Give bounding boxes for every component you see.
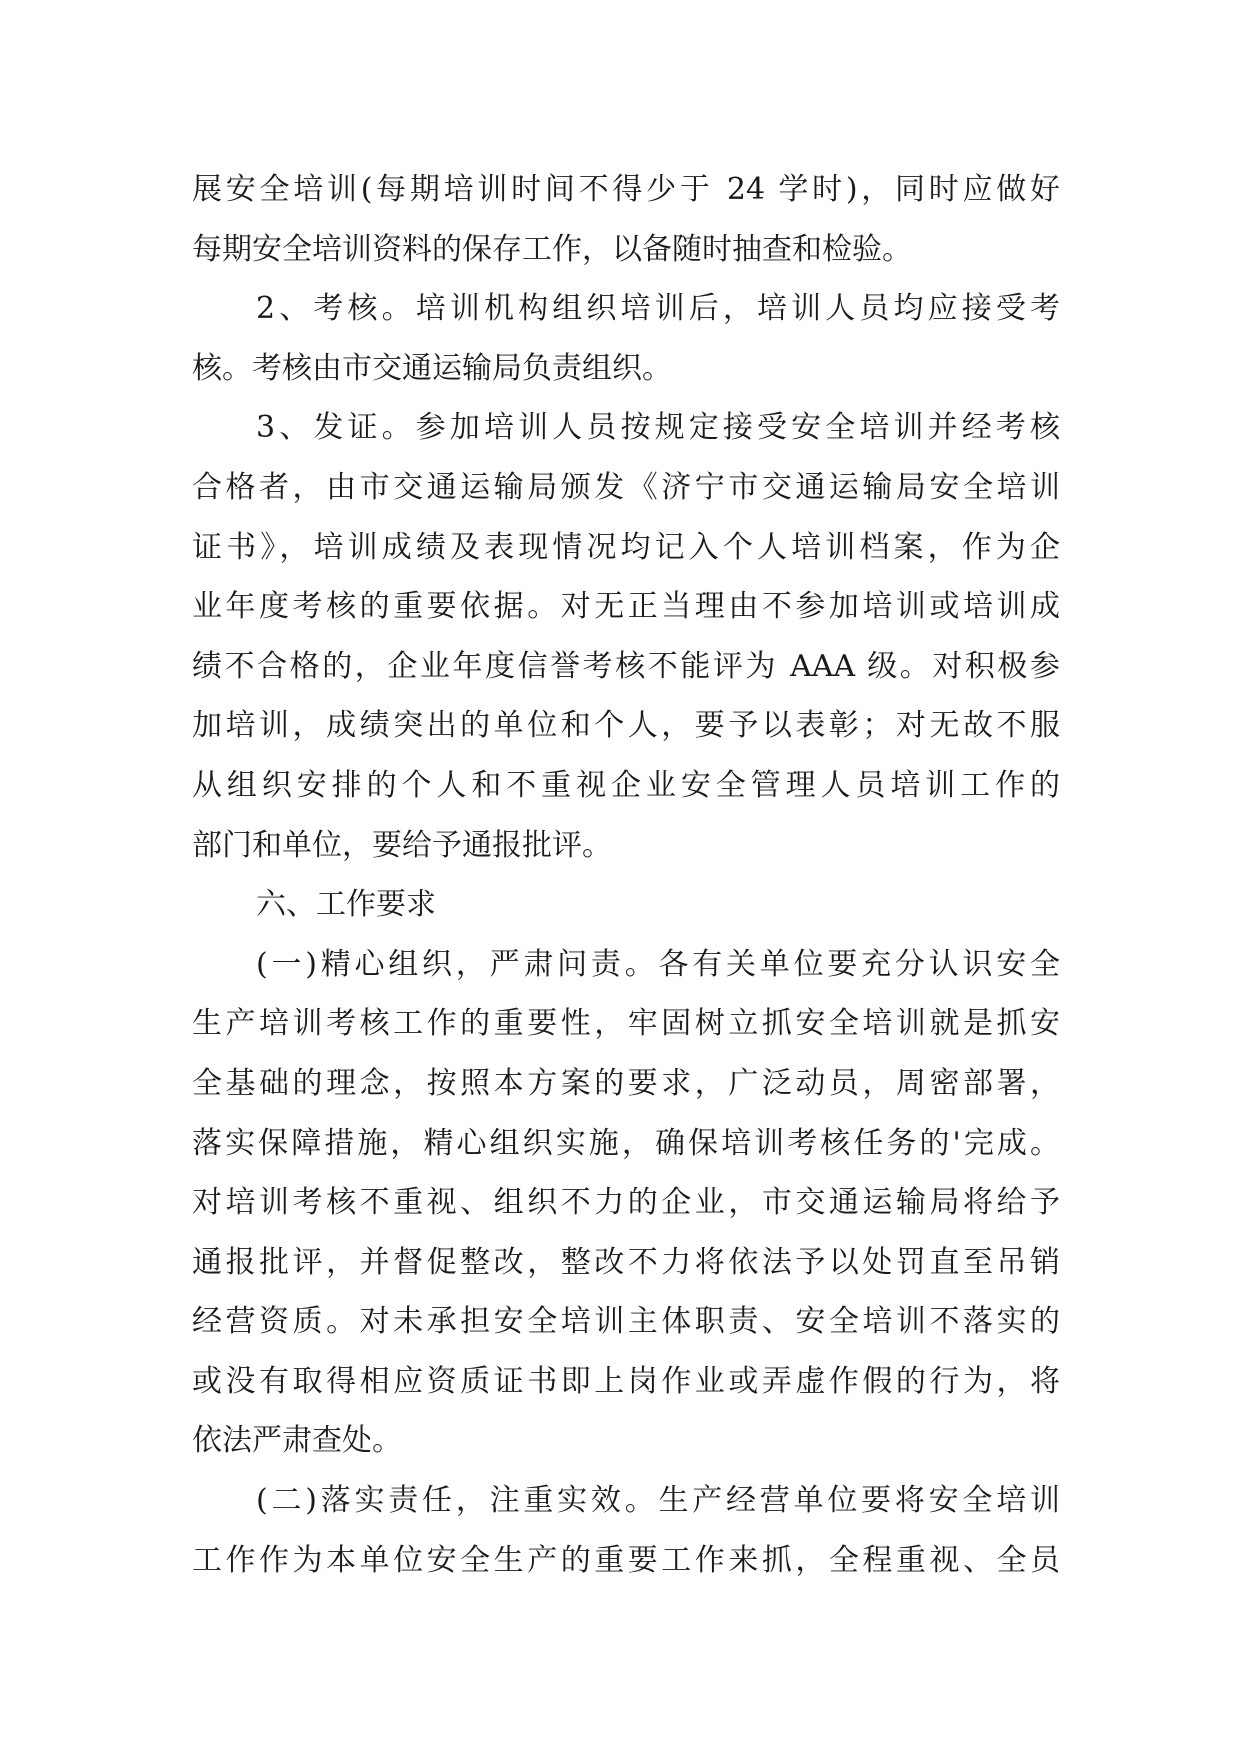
text-line: 核。考核由市交通运输局负责组织。 [192,350,672,386]
text-line: 部门和单位，要给予通报批评。 [192,827,612,863]
text-line: 证书》，培训成绩及表现情况均记入个人培训档案，作为企 [192,529,1060,565]
text-line: 绩不合格的，企业年度信誉考核不能评为 AAA 级。对积极参 [192,648,1060,684]
section-heading: 六、工作要求 [256,887,436,923]
text-line: 对培训考核不重视、组织不力的企业，市交通运输局将给予 [192,1185,1060,1221]
text-line: 每期安全培训资料的保存工作，以备随时抽查和检验。 [192,231,912,267]
text-line: 加培训，成绩突出的单位和个人，要予以表彰；对无故不服 [192,708,1060,744]
paragraph-line: (一)精心组织，严肃问责。各有关单位要充分认识安全 [256,946,1060,982]
text-line: 依法严肃查处。 [192,1423,402,1459]
text-line: 生产培训考核工作的重要性，牢固树立抓安全培训就是抓安 [192,1006,1060,1042]
text-line: 通报批评，并督促整改，整改不力将依法予以处罚直至吊销 [192,1244,1060,1280]
text-line: 全基础的理念，按照本方案的要求，广泛动员，周密部署， [192,1065,1060,1101]
paragraph-line: (二)落实责任，注重实效。生产经营单位要将安全培训 [256,1483,1060,1519]
text-line: 经营资质。对未承担安全培训主体职责、安全培训不落实的 [192,1304,1060,1340]
text-line: 展安全培训(每期培训时间不得少于 24 学时)，同时应做好 [192,172,1060,207]
text-line: 或没有取得相应资质证书即上岗作业或弄虚作假的行为，将 [192,1363,1060,1399]
paragraph-line: 2、考核。培训机构组织培训后，培训人员均应接受考 [256,291,1060,327]
document-body [192,160,1060,1590]
paragraph-line: 3、发证。参加培训人员按规定接受安全培训并经考核 [256,410,1060,446]
text-line: 合格者，由市交通运输局颁发《济宁市交通运输局安全培训 [192,469,1060,505]
text-line: 业年度考核的重要依据。对无正当理由不参加培训或培训成 [192,589,1060,625]
text-line: 落实保障措施，精心组织实施，确保培训考核任务的'完成。 [192,1125,1060,1161]
text-line: 工作作为本单位安全生产的重要工作来抓，全程重视、全员 [192,1542,1060,1578]
text-line: 从组织安排的个人和不重视企业安全管理人员培训工作的 [192,767,1060,803]
